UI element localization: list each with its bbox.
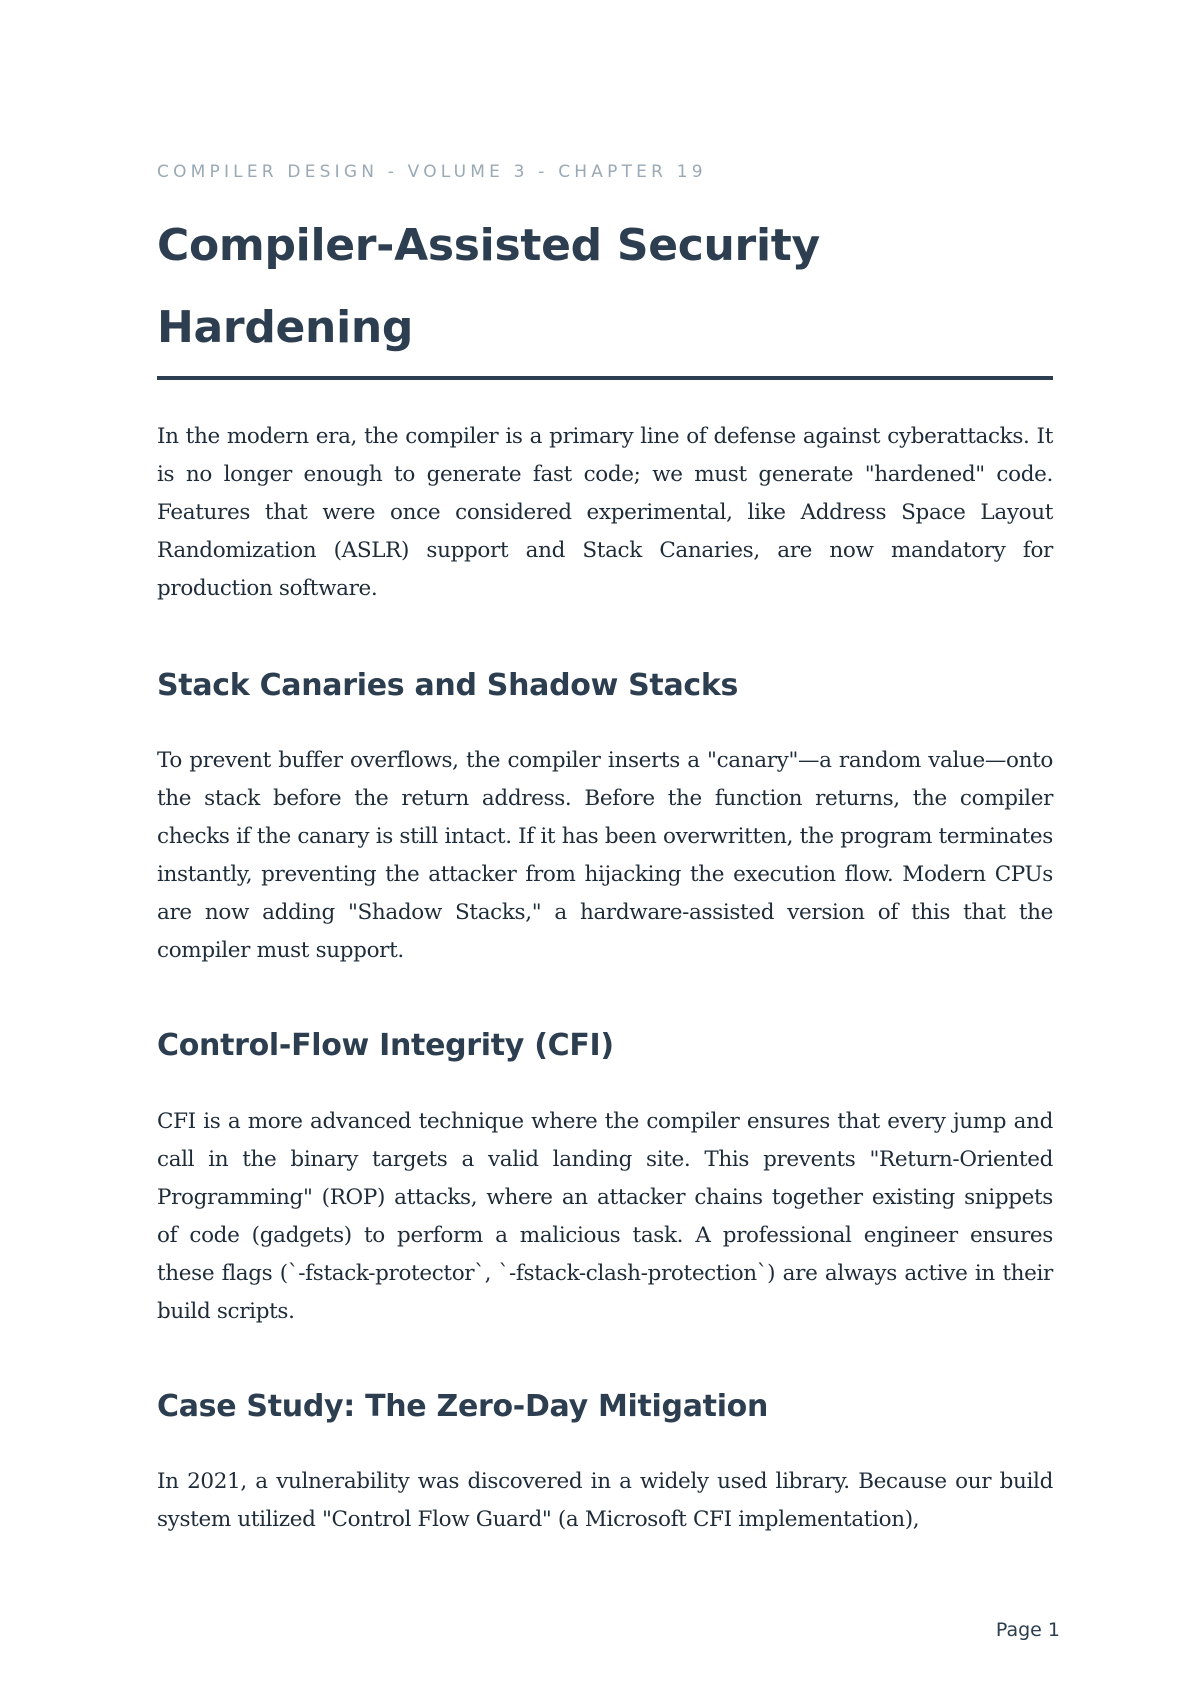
section-body-case-study: In 2021, a vulnerability was discovered in a widely used library. Because our build system utilized "Control Flow Guard" (a Microsoft CFI implementation), xyxy=(157,1469,1053,1532)
section-body-stack-canaries: To prevent buffer overflows, the compiler inserts a "canary"—a random value—onto the stack before the return address. Before the function returns, the compiler checks if the canary is still intact. If it has been overwritten, the program terminates instantly, preventing the attacker from hijacking the execution flow. Modern CPUs are now adding "Shadow Stacks," a hardware-assisted version of this that the compiler must support. xyxy=(157,748,1053,963)
section-heading-cfi: Control-Flow Integrity (CFI) xyxy=(157,1028,614,1063)
intro-paragraph: In the modern era, the compiler is a primary line of defense against cyberattacks. It is no longer enough to generate fast code; we must generate "hardened" code. Features that were once considered experimental, like Address Space Layout Randomization (ASLR) support and Stack Canaries, are now mandatory for production software. xyxy=(157,424,1053,601)
page-number: Page 1 xyxy=(995,1619,1060,1641)
section-heading-case-study: Case Study: The Zero-Day Mitigation xyxy=(157,1389,769,1424)
page-title: Compiler-Assisted Security Hardening xyxy=(157,220,820,353)
running-header: COMPILER DESIGN - VOLUME 3 - CHAPTER 19 xyxy=(157,162,707,182)
title-divider xyxy=(157,376,1053,380)
section-heading-stack-canaries: Stack Canaries and Shadow Stacks xyxy=(157,668,739,703)
section-body-cfi: CFI is a more advanced technique where the compiler ensures that every jump and call in the binary targets a valid landing site. This prevents "Return-Oriented Programming" (ROP) attacks, where an attacker chains together existing snippets of code (gadgets) to perform a malicious task. A professional engineer ensures these flags (`-fstack-protector`, `-fstack-clash-protection`) are always active in their build scripts. xyxy=(157,1109,1053,1324)
